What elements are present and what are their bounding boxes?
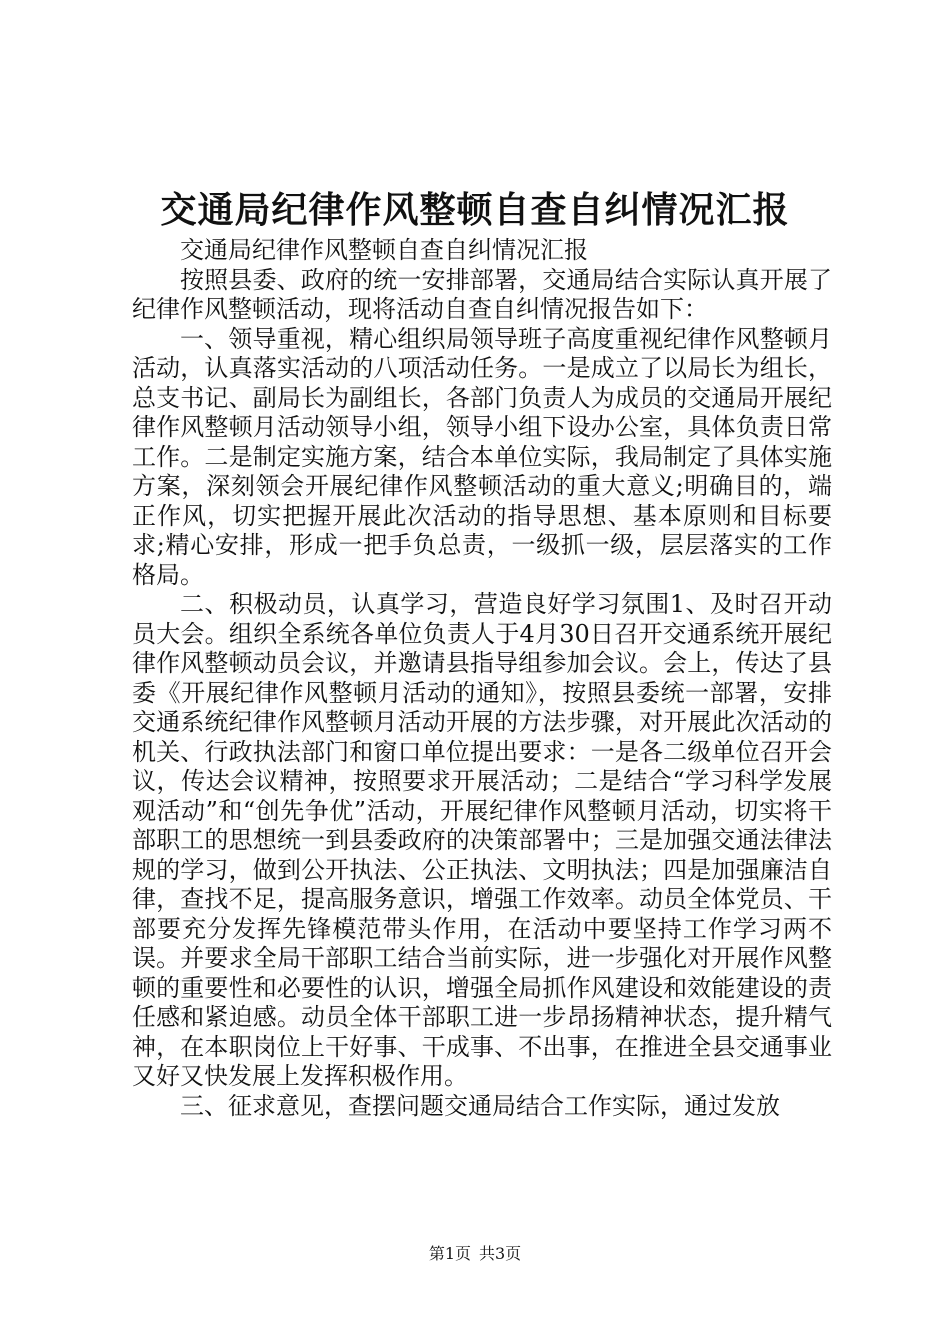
page-number: 第1页: [428, 1244, 471, 1263]
paragraph-section-3: 三、征求意见，查摆问题交通局结合工作实际，通过发放: [180, 1091, 780, 1120]
paragraph-subtitle: 交通局纪律作风整顿自查自纠情况汇报: [180, 236, 588, 264]
paragraph-intro: 按照县委、政府的统一安排部署，交通局结合实际认真开展了纪律作风整顿活动，现将活动自查自纠情况报告如下：: [132, 265, 832, 323]
document-body: [132, 236, 832, 1121]
page-footer: [0, 1243, 950, 1265]
paragraph-section-1: 一、领导重视，精心组织局领导班子高度重视纪律作风整顿月活动，认真落实活动的八项活动任务。一是成立了以局长为组长，总支书记、副局长为副组长，各部门负责人为成员的交通局开展纪律作风整顿月活动领导小组，领导小组下设办公室，具体负责日常工作。二是制定实施方案，结合本单位实际，我局制定了具体实施方案，深刻领会开展纪律作风整顿活动的重大意义;明确目的，端正作风，切实把握开展此次活动的指导思想、基本原则和目标要求;精心安排，形成一把手负总责，一级抓一级，层层落实的工作格局。: [132, 324, 832, 589]
document-title: 交通局纪律作风整顿自查自纠情况汇报: [160, 189, 790, 231]
paragraph-section-2: 二、积极动员，认真学习，营造良好学习氛围1、及时召开动员大会。组织全系统各单位负责人于4月30日召开交通系统开展纪律作风整顿动员会议，并邀请县指导组参加会议。会上，传达了县委《开展纪律作风整顿月活动的通知》，按照县委统一部署，安排交通系统纪律作风整顿月活动开展的方法步骤，对开展此次活动的机关、行政执法部门和窗口单位提出要求：一是各二级单位召开会议，传达会议精神，按照要求开展活动；二是结合“学习科学发展观活动”和“创先争优”活动，开展纪律作风整顿月活动，切实将干部职工的思想统一到县委政府的决策部署中；三是加强交通法律法规的学习，做到公开执法、公正执法、文明执法；四是加强廉洁自律，查找不足，提高服务意识，增强工作效率。动员全体党员、干部要充分发挥先锋模范带头作用，在活动中要坚持工作学习两不误。并要求全局干部职工结合当前实际，进一步强化对开展作风整顿的重要性和必要性的认识，增强全局抓作风建设和效能建设的责任感和紧迫感。动员全体干部职工进一步昂扬精神状态，提升精气神，在本职岗位上干好事、干成事、不出事，在推进全县交通事业又好又快发展上发挥积极作用。: [132, 590, 832, 1090]
page-total: 共3页: [479, 1244, 522, 1263]
